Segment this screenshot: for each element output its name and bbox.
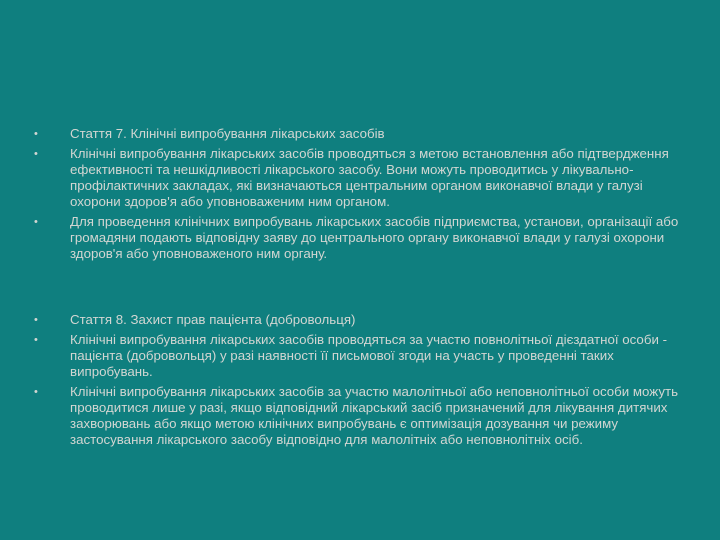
bullet-icon: • (34, 148, 38, 160)
list-item (34, 312, 694, 328)
list-item (34, 214, 694, 262)
article-7-heading: Стаття 7. Клінічні випробування лікарських засобів (70, 126, 385, 141)
article-7-block (34, 126, 694, 266)
article-7-list (34, 126, 694, 262)
bullet-icon: • (34, 334, 38, 346)
bullet-icon: • (34, 314, 38, 326)
list-item (34, 126, 694, 142)
bullet-icon: • (34, 216, 38, 228)
list-item (34, 146, 694, 210)
list-item-text: Клінічні випробування лікарських засобів проводяться за участю повнолітньої дієздатної особи - пацієнта (добровольця) у разі наявності її письмової згоди на участь у проведенні таких випробувань. (70, 332, 667, 379)
list-item-text: Клінічні випробування лікарських засобів за участю малолітньої або неповнолітньої особи можуть проводитися лише у разі, якщо відповідний лікарський засіб призначений для лікування дитячих захворювань або якщо метою клінічних випробувань є оптимізація дозування чи режиму застосування лікарського засобу відповідно для малолітніх або неповнолітніх осіб. (70, 384, 679, 447)
list-item-text: Для проведення клінічних випробувань лікарських засобів підприємства, установи, організації або громадяни подають відповідну заяву до центрального органу виконавчої влади у галузі охорони здоров'я або уповноваженого ним органу. (70, 214, 679, 261)
bullet-icon: • (34, 128, 38, 140)
article-8-heading: Стаття 8. Захист прав пацієнта (добровольця) (70, 312, 356, 327)
list-item (34, 384, 694, 448)
article-8-block (34, 312, 694, 452)
article-8-list (34, 312, 694, 448)
bullet-icon: • (34, 386, 38, 398)
list-item-text: Клінічні випробування лікарських засобів проводяться з метою встановлення або підтвердження ефективності та нешкідливості лікарського засобу. Вони можуть проводитись у лікувально-профілактичних закладах, які визначаються центральним органом виконавчої влади у галузі охорони здоров'я або уповноваженим ним органом. (70, 146, 669, 209)
list-item (34, 332, 694, 380)
